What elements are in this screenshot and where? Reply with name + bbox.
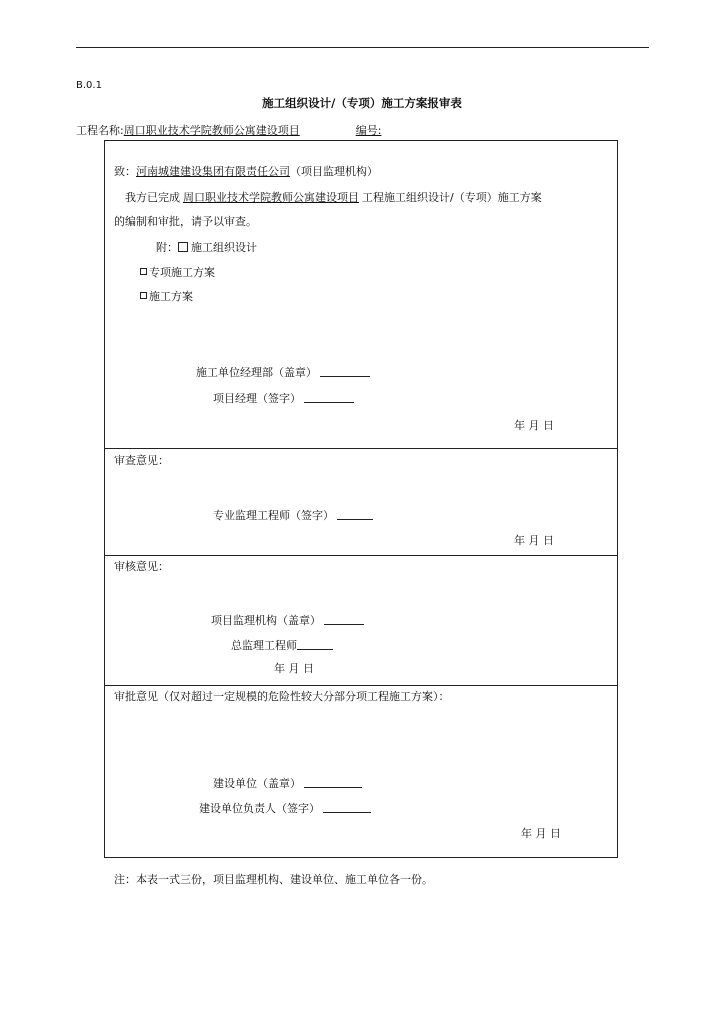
engineer-sign-line: 专业监理工程师（签字） [213, 507, 373, 523]
attachment-option-3: 施工方案 [140, 288, 193, 304]
project-number-label: 编号: [355, 124, 382, 137]
addressee-line: 致：河南城建建设集团有限责任公司（项目监理机构） [114, 165, 378, 178]
owner-sign-line: 建设单位负责人（签字） [199, 800, 371, 816]
row-divider-2 [104, 555, 618, 556]
statement-project: 周口职业技术学院教师公寓建设项目 [183, 191, 359, 204]
checkbox[interactable] [140, 268, 147, 275]
attachment-option-1: 附： 施工组织设计 [156, 241, 257, 254]
project-name-label: 工程名称: [76, 124, 124, 137]
row-divider-1 [104, 448, 618, 449]
signature-blank[interactable] [337, 509, 373, 520]
checkbox[interactable] [140, 292, 147, 299]
statement-line: 我方已完成 周口职业技术学院教师公寓建设项目 工程施工组织设计/（专项）施工方案 [125, 191, 542, 204]
date-line: 年 月 日 [514, 419, 554, 432]
addressee-value: 河南城建建设集团有限责任公司 [136, 165, 290, 178]
checkbox[interactable] [178, 242, 188, 252]
chief-engineer-sign-line: 总监理工程师 [231, 637, 333, 653]
supervision-seal-line: 项目监理机构（盖章） [211, 612, 364, 628]
footnote: 注：本表一式三份，项目监理机构、建设单位、施工单位各一份。 [114, 873, 433, 886]
review-heading: 审查意见： [114, 454, 169, 467]
owner-seal-line: 建设单位（盖章） [213, 775, 362, 791]
signature-blank[interactable] [320, 366, 370, 377]
date-line: 年 月 日 [514, 534, 554, 547]
approval-heading: 审批意见（仅对超过一定规模的危险性较大分部分项工程施工方案）： [114, 690, 450, 703]
header-rule [76, 47, 649, 48]
project-line [76, 122, 381, 138]
signature-blank[interactable] [297, 639, 333, 650]
form-code: B.0.1 [76, 80, 102, 91]
date-line: 年 月 日 [521, 827, 561, 840]
project-manager-sign-line: 项目经理（签字） [213, 390, 354, 406]
project-name-value: 周口职业技术学院教师公寓建设项目 [123, 124, 300, 137]
date-line: 年 月 日 [274, 662, 314, 675]
signature-blank[interactable] [324, 614, 364, 625]
signature-blank[interactable] [304, 777, 362, 788]
audit-heading: 审核意见： [114, 560, 169, 573]
page-title: 施工组织设计/（专项）施工方案报审表 [262, 96, 462, 110]
row-divider-3 [104, 685, 618, 686]
statement-line-2: 的编制和审批，请予以审查。 [114, 215, 257, 228]
attachment-label: 附： [156, 241, 178, 254]
signature-blank[interactable] [323, 802, 371, 813]
contractor-seal-line: 施工单位经理部（盖章） [196, 364, 370, 380]
attachment-option-2: 专项施工方案 [140, 264, 215, 280]
signature-blank[interactable] [304, 392, 354, 403]
